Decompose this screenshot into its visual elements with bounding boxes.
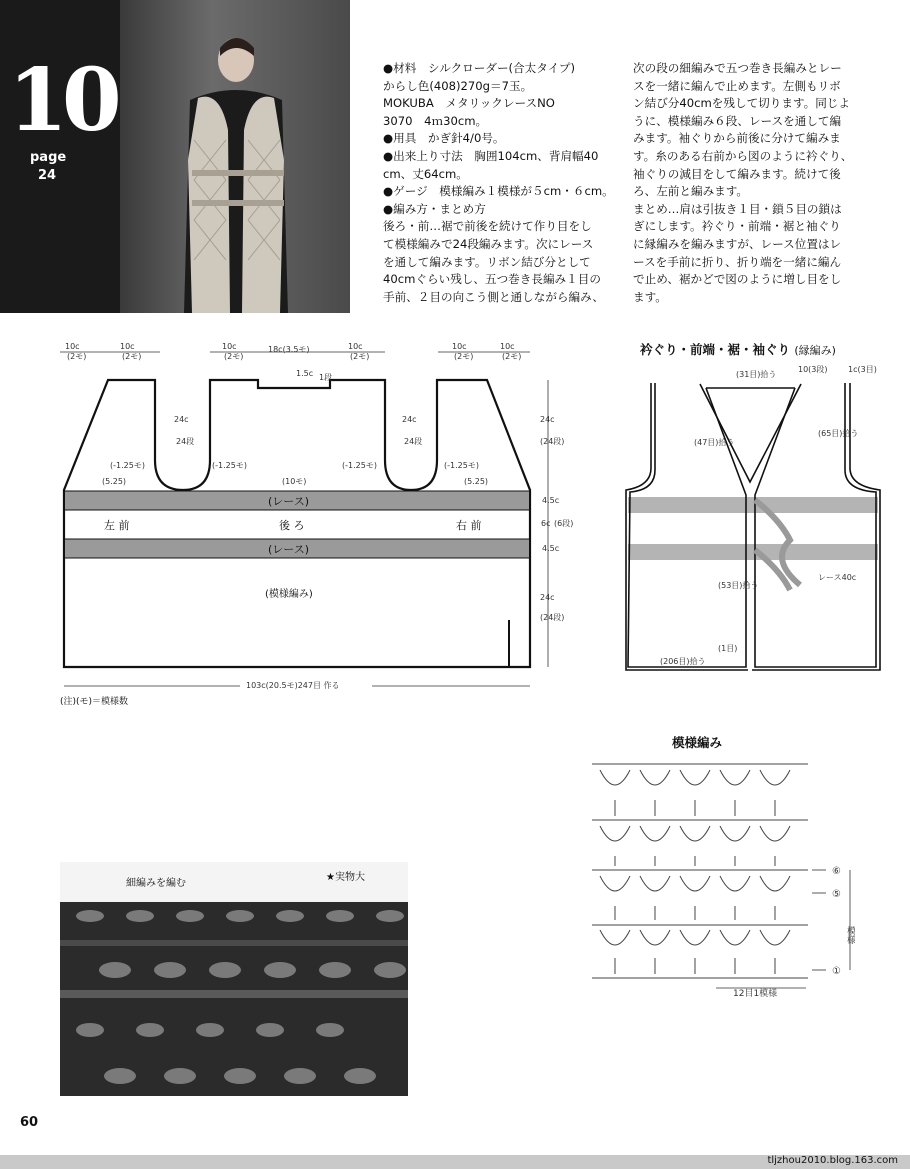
dim-label: (2モ) [224,352,244,361]
edging-title [640,340,836,358]
edging-label: 10(3段) [798,365,828,374]
side-dim: (24段) [540,613,565,622]
side-dim: 24c [540,593,555,602]
decrease-label: (-1.25モ) [342,461,377,470]
text-line: ●用具 かぎ針4/0号。 [383,131,505,146]
armhole-rows: 24段 [176,437,195,446]
dim-label: 18c(3.5モ) [268,345,310,354]
armhole-height: 24c [402,415,417,424]
width-label: (5.25) [464,477,489,486]
edging-label: (65目)拾う [818,429,859,438]
armhole-rows: 24段 [404,437,423,446]
text-line: で止め、裾かどで図のように増し目をし [633,272,842,287]
text-line: を通して編みます。リボン結び分として [383,254,591,269]
text-line: まとめ…肩は引抜き１目・鎖５目の鎖は [633,201,842,216]
row-marker: ⑤ [832,889,841,900]
edging-label: (1目) [718,644,738,653]
edging-label: (206目)拾う [660,657,706,666]
text-line: MOKUBA メタリックレースNO [383,96,555,111]
text-line: ●ゲージ 模様編み１模様が５cm・６cm。 [383,184,614,199]
side-dim: 24c [540,415,555,424]
text-line: 手前、２目の向こう側と通しながら編み、 [383,289,604,304]
text-line: スを一緒に編んで止めます。左側もリボ [633,78,841,93]
swatch-photo [60,862,408,1096]
text-line: す。糸のある右前から図のように衿ぐり、 [633,148,853,163]
text-line: cm、丈64cm。 [383,166,468,181]
edging-diagram [620,360,890,685]
text-line: ースを手前に折り、折り端を一緒に編ん [633,254,842,269]
text-line: ●材料 シルクローダー(合太タイプ) [383,61,575,75]
side-dim: 4.5c [542,544,560,553]
text-line: て模様編みで24段編みます。次にレース [383,236,594,251]
left-front-label: 左 前 [104,519,130,532]
page-number: 60 [20,1115,39,1130]
swatch-caption-left: 細編みを編む [126,878,186,889]
side-dim: (6段) [554,519,574,528]
swatch-texture [60,862,408,1096]
text-line: ●出来上り寸法 胸囲104cm、背肩幅40 [383,148,599,163]
text-line: ろ、左前と編みます。 [633,184,749,199]
dim-label: 10c [222,342,237,351]
footer-site: tljzhou2010.blog.163.com [767,1155,898,1166]
width-label: (5.25) [102,477,127,486]
pattern-number: 10 [8,50,116,151]
row-marker: ① [832,966,841,977]
lace-label: (レース) [268,495,310,508]
dim-label: (2モ) [350,352,370,361]
side-dim: (24段) [540,437,565,446]
lace-label: (レース) [268,543,310,556]
edging-title-sub: (縁編み) [794,344,836,357]
edging-label: (31目)拾う [736,370,777,379]
decrease-label: (-1.25モ) [212,461,247,470]
dim-label: (2モ) [454,352,474,361]
body-schematic [0,330,600,700]
edging-label: (53目)拾う [718,581,759,590]
pattern-label: (模様編み) [265,589,313,600]
text-line: 後ろ・前…裾で前後を続けて作り目をし [383,219,592,234]
page-ref: 24 [38,168,57,183]
text-line: に縁編みを編みますが、レース位置はレ [633,236,842,251]
repeat-label: 12目1模様 [733,989,778,999]
text-line: ●編み方・まとめ方 [383,201,486,216]
text-line: 40cmぐらい残し、五つ巻き長編み１目の [383,272,601,287]
text-line: ン結び分40cmを残して切ります。同じよ [633,96,850,111]
dim-label: 10c [500,342,515,351]
side-dim: 6c [541,519,551,528]
pattern-chart-title: 模様編み [672,735,723,750]
text-line: 袖ぐりの減目をして編みます。続けて後 [633,166,841,181]
side-dim: 4.5c [542,496,560,505]
instructions-column-1 [383,60,623,306]
side-label: 模様 [845,926,855,944]
instructions-column-2 [633,60,873,306]
edging-label: レース40c [818,573,857,582]
stitch-chart [580,750,855,1000]
text-line: うに、模様編み６段、レースを通して編 [633,113,842,128]
right-front-label: 右 前 [456,519,482,532]
dim-label: 10c [120,342,135,351]
bottom-dim: 103c(20.5モ)247目 作る [246,681,340,690]
page-label: page [30,150,67,165]
model-figure [170,20,310,313]
decrease-label: (-1.25モ) [444,461,479,470]
edging-title-main: 衿ぐり・前端・裾・袖ぐり [640,342,791,357]
row-marker: ⑥ [832,866,841,877]
text-line: ます。 [633,289,667,304]
text-line: からし色(408)270g＝7玉。 [383,78,533,93]
dim-label: 10c [348,342,363,351]
text-line: 3070 4ｍ30cm。 [383,113,488,128]
neck-drop: 1.5c [296,369,314,378]
dim-label: 10c [65,342,80,351]
dim-label: 10c [452,342,467,351]
swatch-caption-right: ★実物大 [326,872,365,883]
back-label: 後 ろ [279,519,305,532]
text-line: 次の段の細編みで五つ巻き長編みとレー [633,61,842,75]
decrease-label: (-1.25モ) [110,461,145,470]
schematic-note: (注)(モ)＝模様数 [60,697,129,707]
edging-label: 1c(3目) [848,365,877,374]
dim-label: (2モ) [502,352,522,361]
edging-label: (47目)拾う [694,438,735,447]
text-line: みます。袖ぐりから前後に分けて編みま [633,131,841,146]
dim-label: (2モ) [122,352,142,361]
dim-label: (2モ) [67,352,87,361]
neck-drop-rows: 1段 [319,373,333,382]
text-line: ぎにします。衿ぐり・前端・裾と袖ぐり [633,219,841,234]
width-label: (10モ) [282,477,307,486]
armhole-height: 24c [174,415,189,424]
